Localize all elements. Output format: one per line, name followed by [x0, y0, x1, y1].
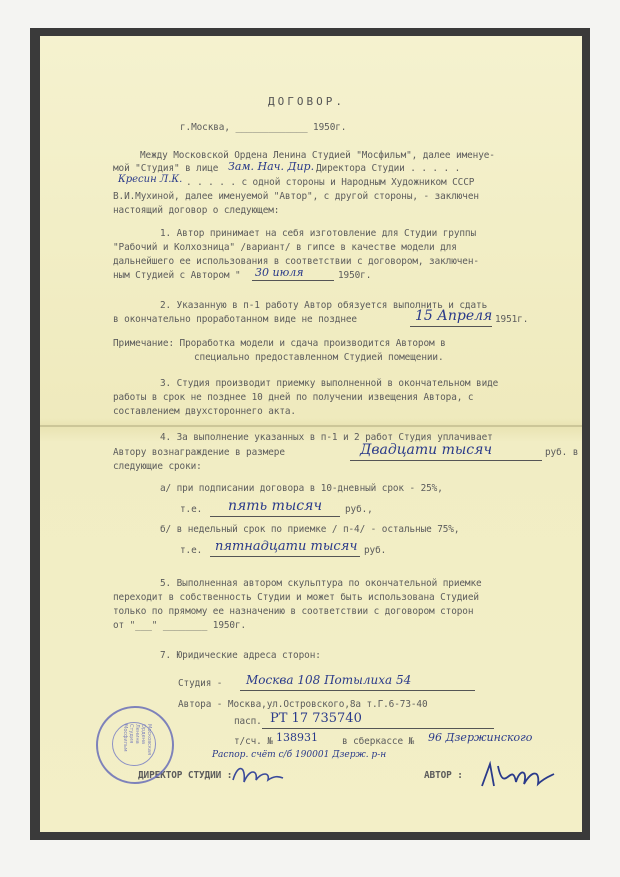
clause-4-line: 4. За выполнение указанных в п-1 и 2 работ Студия уплачивает — [160, 432, 493, 443]
date-2-underline — [410, 326, 492, 327]
author-signature — [478, 756, 558, 796]
payment-a: а/ при подписании договора в 10-дневный срок - 25%, — [160, 483, 443, 494]
payment-a-prefix: т.е. — [180, 504, 203, 515]
studio-stamp — [96, 706, 174, 784]
clause-5-line: переходит в собственность Студии и может быть использована Студией — [113, 592, 479, 603]
handwritten-passport: РТ 17 735740 — [270, 711, 362, 726]
preamble-line: В.И.Мухиной, далее именуемой "Автор", с другой стороны, - заключен — [113, 191, 479, 202]
passport-label: пасп. — [234, 716, 262, 727]
clause-3-line: работы в срок не позднее 10 дней по получении извещения Автора, с — [113, 392, 474, 403]
handwritten-note: Распор. счёт с/б 190001 Дзерж. р-н — [212, 750, 387, 760]
clause-2-line: 2. Указанную в п-1 работу Автор обязуется выполнить и сдать — [160, 300, 488, 311]
author-address: Автора - Москва,ул.Островского,8а т.Г.6-73-40 — [178, 699, 428, 710]
clause-3-line: 3. Студия производит приемку выполненной в окончательном виде — [160, 378, 499, 389]
note-line: Примечание: Проработка модели и сдача производится Автором в — [113, 338, 446, 349]
payment-a-currency: руб., — [345, 504, 373, 515]
handwritten-director-name: Кресин Л.К. — [118, 174, 183, 185]
payment-b: б/ в недельный срок по приемке / п-4/ - остальные 75%, — [160, 524, 460, 535]
preamble-line: Между Московской Ордена Ленина Студией "Мосфильм", далее именуе- — [140, 150, 495, 161]
author-label: АВТОР : — [424, 770, 463, 781]
studio-address-label: Студия - — [178, 678, 223, 689]
date-1-underline — [252, 280, 334, 281]
handwritten-bank: 96 Дзержинского — [428, 731, 533, 744]
total-sum-underline — [350, 460, 542, 461]
clause-2-line: в окончательно проработанном виде не позднее — [113, 314, 357, 325]
payment-b-currency: руб. — [364, 545, 387, 556]
clause-7-line: 7. Юридические адреса сторон: — [160, 650, 321, 661]
city-date: г.Москва, _____________ 1950г. — [180, 122, 347, 133]
clause-1-line: "Рабочий и Колхозница" /вариант/ в гипсе в качестве модели для — [113, 242, 457, 253]
passport-underline — [262, 728, 494, 729]
preamble-line: Директора Студии . . . . . — [316, 163, 461, 174]
clause-1-year: 1950г. — [338, 270, 372, 281]
handwritten-sum-a: пять тысяч — [228, 498, 323, 514]
sum-a-underline — [210, 516, 340, 517]
document-title: ДОГОВОР. — [268, 95, 345, 108]
clause-1-line: дальнейшего ее использования в соответствии с договором, заключен- — [113, 256, 479, 267]
handwritten-sum-b: пятнадцати тысяч — [215, 539, 358, 554]
director-label: ДИРЕКТОР СТУДИИ : — [138, 770, 233, 781]
preamble-line: мой "Студия" в лице — [113, 163, 219, 174]
clause-5-line: только по прямому ее назначению в соответствии с договором сторон — [113, 606, 474, 617]
handwritten-date-2: 15 Апреля — [415, 308, 493, 324]
stamp-text: Московская Ордена Ленина Студия Мосфильм — [122, 724, 152, 755]
sum-b-underline — [210, 556, 360, 557]
account-label: т/сч. № — [234, 736, 273, 747]
note-line: специально предоставленном Студией помещении. — [194, 352, 444, 363]
handwritten-total-sum: Двадцати тысяч — [360, 442, 493, 458]
preamble-line: настоящий договор о следующем: — [113, 205, 280, 216]
clause-5-line: от "___" ________ 1950г. — [113, 620, 247, 631]
handwritten-date-1: 30 июля — [255, 266, 304, 279]
clause-4-currency: руб. в — [545, 447, 579, 458]
clause-1-line: ным Студией с Автором " — [113, 270, 241, 281]
studio-address-underline — [240, 690, 475, 691]
handwritten-director: Зам. Нач. Дир. — [228, 160, 315, 173]
clause-1-line: 1. Автор принимает на себя изготовление для Студии группы — [160, 228, 477, 239]
clause-2-year: 1951г. — [495, 314, 529, 325]
clause-4-line: следующие сроки: — [113, 461, 202, 472]
clause-4-line: Автору вознаграждение в размере — [113, 447, 285, 458]
director-signature — [228, 758, 288, 790]
clause-3-line: составлением двухстороннего акта. — [113, 406, 296, 417]
clause-5-line: 5. Выполненная автором скульптура по окончательной приемке — [160, 578, 482, 589]
account-bank-label: в сберкассе № — [342, 736, 415, 747]
preamble-line: . . . . . с одной стороны и Народным Художником СССР — [186, 177, 475, 188]
handwritten-studio-address: Москва 108 Потылиха 54 — [246, 673, 412, 687]
handwritten-account: 138931 — [276, 731, 318, 744]
paper-fold — [40, 425, 582, 427]
payment-b-prefix: т.е. — [180, 545, 203, 556]
